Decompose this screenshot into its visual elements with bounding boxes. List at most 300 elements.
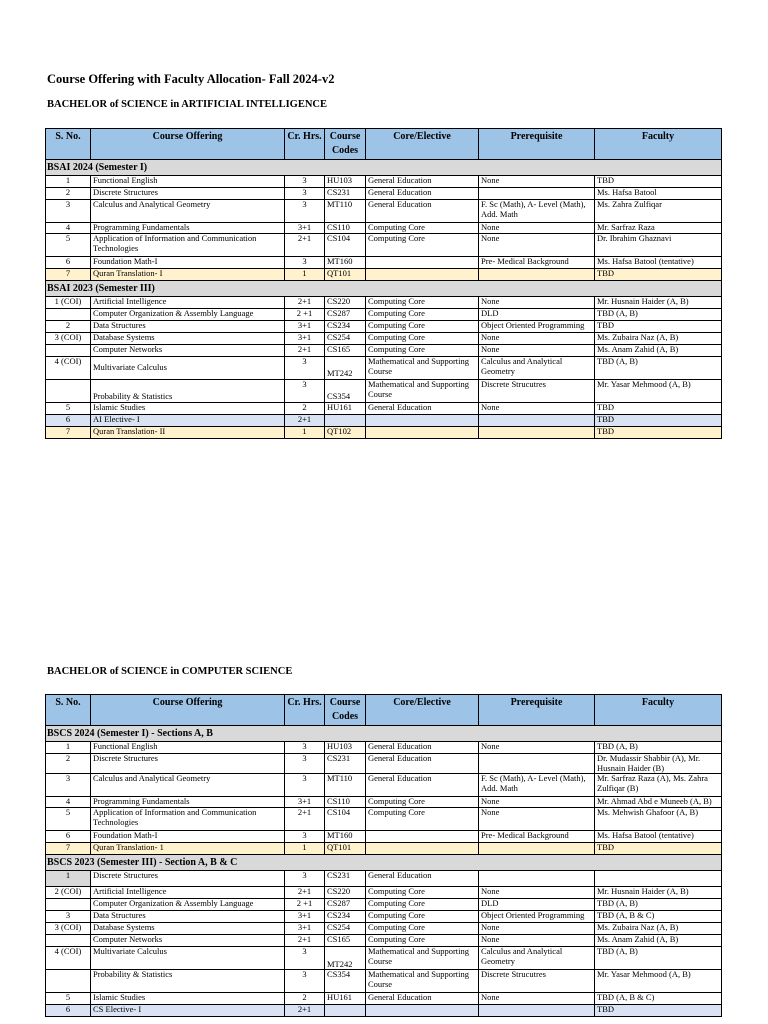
prerequisite-cell: None (479, 176, 595, 188)
faculty-cell: TBD (595, 269, 722, 281)
prerequisite-cell: F. Sc (Math), A- Level (Math), Add. Math (479, 200, 595, 223)
table-row (46, 831, 722, 843)
serial-number-cell: 6 (46, 831, 91, 843)
serial-number-cell (46, 380, 91, 403)
prerequisite-cell: None (479, 993, 595, 1005)
table-header-row (46, 129, 722, 160)
course-offering-cell: Functional English (91, 176, 285, 188)
faculty-cell: Mr. Sarfraz Raza (595, 223, 722, 234)
faculty-cell: TBD (595, 176, 722, 188)
table-row (46, 774, 722, 797)
credit-hours-cell: 3 (285, 257, 325, 269)
prerequisite-cell (479, 415, 595, 427)
faculty-cell: Mr. Yasar Mehmood (A, B) (595, 970, 722, 993)
table-row (46, 911, 722, 923)
section-heading-row (46, 726, 722, 742)
prerequisite-cell: DLD (479, 309, 595, 321)
column-header: S. No. (46, 129, 91, 160)
faculty-cell: Dr. Mudassir Shabbir (A), Mr. Husnain Haider (B) (595, 754, 722, 774)
course-code-cell: CS110 (325, 797, 366, 808)
faculty-cell: TBD (A, B) (595, 742, 722, 754)
faculty-cell: TBD (595, 321, 722, 333)
prerequisite-cell: None (479, 935, 595, 947)
program-title-ai: BACHELOR of SCIENCE in ARTIFICIAL INTELLIGENCE (47, 99, 327, 110)
prerequisite-cell: None (479, 923, 595, 935)
course-offering-cell: Functional English (91, 742, 285, 754)
prerequisite-cell: None (479, 797, 595, 808)
page-title: Course Offering with Faculty Allocation- Fall 2024-v2 (47, 72, 335, 86)
prerequisite-cell: None (479, 234, 595, 257)
credit-hours-cell: 2+1 (285, 297, 325, 309)
serial-number-cell: 2 (46, 754, 91, 774)
course-code-cell: CS165 (325, 345, 366, 357)
credit-hours-cell: 1 (285, 427, 325, 439)
course-offering-cell: Islamic Studies (91, 993, 285, 1005)
core-elective-cell: General Education (366, 742, 479, 754)
column-header: S. No. (46, 695, 91, 726)
course-code-cell: CS165 (325, 935, 366, 947)
prerequisite-cell: None (479, 345, 595, 357)
course-offering-cell: Programming Fundamentals (91, 797, 285, 808)
course-offering-cell: AI Elective- I (91, 415, 285, 427)
core-elective-cell (366, 427, 479, 439)
course-code-cell: HU103 (325, 176, 366, 188)
course-offering-cell: Foundation Math-I (91, 257, 285, 269)
faculty-cell: TBD (A, B) (595, 899, 722, 911)
course-offering-cell: Computer Networks (91, 345, 285, 357)
table-row (46, 223, 722, 234)
serial-number-cell: 7 (46, 843, 91, 855)
credit-hours-cell: 3 (285, 176, 325, 188)
faculty-cell: Mr. Husnain Haider (A, B) (595, 887, 722, 899)
core-elective-cell: Computing Core (366, 333, 479, 345)
credit-hours-cell: 2+1 (285, 935, 325, 947)
course-code-cell: CS104 (325, 234, 366, 257)
section-heading: BSAI 2023 (Semester III) (46, 281, 722, 297)
course-offering-cell: Multivariate Calculus (91, 357, 285, 380)
column-header: Cr. Hrs. (285, 695, 325, 726)
serial-number-cell: 3 (COI) (46, 333, 91, 345)
table-row (46, 1005, 722, 1017)
faculty-cell: TBD (595, 427, 722, 439)
table-row (46, 257, 722, 269)
prerequisite-cell: DLD (479, 899, 595, 911)
credit-hours-cell: 2+1 (285, 887, 325, 899)
table-row (46, 333, 722, 345)
credit-hours-cell: 3 (285, 742, 325, 754)
course-code-cell: QT101 (325, 269, 366, 281)
serial-number-cell (46, 345, 91, 357)
course-code-cell: CS254 (325, 333, 366, 345)
course-offering-cell: Calculus and Analytical Geometry (91, 774, 285, 797)
table-row (46, 269, 722, 281)
column-header: Faculty (595, 129, 722, 160)
core-elective-cell (366, 257, 479, 269)
table-row (46, 808, 722, 831)
course-code-cell: HU161 (325, 403, 366, 415)
serial-number-cell: 4 (COI) (46, 357, 91, 380)
prerequisite-cell: Pre- Medical Background (479, 257, 595, 269)
table-row (46, 309, 722, 321)
course-offering-cell: CS Elective- I (91, 1005, 285, 1017)
core-elective-cell: Mathematical and Supporting Course (366, 947, 479, 970)
faculty-cell: TBD (595, 1005, 722, 1017)
column-header: Faculty (595, 695, 722, 726)
table-row (46, 200, 722, 223)
program-title-cs: BACHELOR of SCIENCE in COMPUTER SCIENCE (47, 666, 293, 677)
course-offering-cell: Computer Organization & Assembly Language (91, 899, 285, 911)
core-elective-cell: General Education (366, 188, 479, 200)
table-row (46, 935, 722, 947)
course-offering-cell: Quran Translation- II (91, 427, 285, 439)
course-offering-cell: Islamic Studies (91, 403, 285, 415)
course-offering-cell: Application of Information and Communication Technologies (91, 808, 285, 831)
section-heading: BSCS 2024 (Semester I) - Sections A, B (46, 726, 722, 742)
table-row (46, 887, 722, 899)
faculty-cell: Ms. Mehwish Ghafoor (A, B) (595, 808, 722, 831)
core-elective-cell: Mathematical and Supporting Course (366, 357, 479, 380)
course-code-cell: CS234 (325, 911, 366, 923)
table-row (46, 843, 722, 855)
course-code-cell: CS287 (325, 309, 366, 321)
serial-number-cell: 7 (46, 269, 91, 281)
serial-number-cell: 4 (46, 797, 91, 808)
faculty-cell: Ms. Hafsa Batool (595, 188, 722, 200)
course-code-cell: MT110 (325, 200, 366, 223)
core-elective-cell (366, 1005, 479, 1017)
credit-hours-cell: 3 (285, 774, 325, 797)
faculty-cell: Ms. Zubaira Naz (A, B) (595, 923, 722, 935)
serial-number-cell: 5 (46, 808, 91, 831)
prerequisite-cell: None (479, 742, 595, 754)
serial-number-cell: 5 (46, 993, 91, 1005)
course-code-cell: CS104 (325, 808, 366, 831)
credit-hours-cell: 2 +1 (285, 899, 325, 911)
table-row (46, 357, 722, 380)
course-offering-cell: Data Structures (91, 321, 285, 333)
section-heading-row (46, 160, 722, 176)
core-elective-cell: General Education (366, 774, 479, 797)
faculty-cell: Ms. Zubaira Naz (A, B) (595, 333, 722, 345)
faculty-cell (595, 871, 722, 887)
faculty-cell: Ms. Anam Zahid (A, B) (595, 935, 722, 947)
core-elective-cell: Computing Core (366, 297, 479, 309)
serial-number-cell: 3 (46, 911, 91, 923)
course-code-cell: CS234 (325, 321, 366, 333)
core-elective-cell: Computing Core (366, 911, 479, 923)
core-elective-cell: General Education (366, 200, 479, 223)
table-row (46, 970, 722, 993)
column-header: Cr. Hrs. (285, 129, 325, 160)
course-offering-cell: Discrete Structures (91, 871, 285, 887)
table-row (46, 380, 722, 403)
column-header: Course Offering (91, 695, 285, 726)
prerequisite-cell: None (479, 297, 595, 309)
course-offering-cell: Programming Fundamentals (91, 223, 285, 234)
faculty-cell: TBD (A, B) (595, 309, 722, 321)
prerequisite-cell: None (479, 333, 595, 345)
course-offering-cell: Probability & Statistics (91, 380, 285, 403)
table-row (46, 415, 722, 427)
course-offering-cell: Discrete Structures (91, 754, 285, 774)
credit-hours-cell: 2+1 (285, 415, 325, 427)
core-elective-cell: Computing Core (366, 345, 479, 357)
column-header: Prerequisite (479, 695, 595, 726)
serial-number-cell: 3 (46, 200, 91, 223)
prerequisite-cell: Calculus and Analytical Geometry (479, 357, 595, 380)
course-offering-cell: Database Systems (91, 333, 285, 345)
course-code-cell (325, 1005, 366, 1017)
course-code-cell: MT110 (325, 774, 366, 797)
credit-hours-cell: 2 +1 (285, 309, 325, 321)
core-elective-cell: General Education (366, 176, 479, 188)
course-code-cell: CS254 (325, 923, 366, 935)
prerequisite-cell: Discrete Strucutres (479, 970, 595, 993)
prerequisite-cell: Object Oriented Programming (479, 321, 595, 333)
table-row (46, 427, 722, 439)
prerequisite-cell (479, 427, 595, 439)
section-heading: BSAI 2024 (Semester I) (46, 160, 722, 176)
column-header: Core/Elective (366, 129, 479, 160)
faculty-cell: Mr. Sarfraz Raza (A), Ms. Zahra Zulfiqar (B) (595, 774, 722, 797)
prerequisite-cell (479, 871, 595, 887)
serial-number-cell: 5 (46, 403, 91, 415)
serial-number-cell: 5 (46, 234, 91, 257)
core-elective-cell: Computing Core (366, 887, 479, 899)
credit-hours-cell: 3 (285, 754, 325, 774)
faculty-cell: Dr. Ibrahim Ghaznavi (595, 234, 722, 257)
course-code-cell: CS231 (325, 754, 366, 774)
credit-hours-cell: 3 (285, 970, 325, 993)
credit-hours-cell: 3+1 (285, 923, 325, 935)
course-code-cell: MT242 (325, 947, 366, 970)
credit-hours-cell: 3+1 (285, 911, 325, 923)
serial-number-cell: 6 (46, 257, 91, 269)
prerequisite-cell: Object Oriented Programming (479, 911, 595, 923)
course-code-cell: CS231 (325, 188, 366, 200)
prerequisite-cell: F. Sc (Math), A- Level (Math), Add. Math (479, 774, 595, 797)
credit-hours-cell: 3 (285, 380, 325, 403)
course-code-cell: MT242 (325, 357, 366, 380)
prerequisite-cell: None (479, 887, 595, 899)
serial-number-cell: 4 (46, 223, 91, 234)
table-row (46, 871, 722, 887)
serial-number-cell: 6 (46, 415, 91, 427)
core-elective-cell: General Education (366, 993, 479, 1005)
serial-number-cell (46, 309, 91, 321)
course-offering-cell: Multivariate Calculus (91, 947, 285, 970)
faculty-cell: TBD (A, B) (595, 357, 722, 380)
course-code-cell: HU103 (325, 742, 366, 754)
course-code-cell: CS354 (325, 380, 366, 403)
faculty-cell: TBD (595, 843, 722, 855)
credit-hours-cell: 3+1 (285, 797, 325, 808)
table-row (46, 176, 722, 188)
column-header: Prerequisite (479, 129, 595, 160)
serial-number-cell: 3 (COI) (46, 923, 91, 935)
course-code-cell: CS110 (325, 223, 366, 234)
table-row (46, 321, 722, 333)
core-elective-cell: Computing Core (366, 923, 479, 935)
credit-hours-cell: 3+1 (285, 321, 325, 333)
core-elective-cell: Computing Core (366, 808, 479, 831)
core-elective-cell: Mathematical and Supporting Course (366, 380, 479, 403)
serial-number-cell (46, 970, 91, 993)
course-offering-cell: Quran Translation- I (91, 269, 285, 281)
course-offering-cell: Calculus and Analytical Geometry (91, 200, 285, 223)
faculty-cell: Mr. Husnain Haider (A, B) (595, 297, 722, 309)
serial-number-cell: 1 (46, 742, 91, 754)
core-elective-cell: General Education (366, 754, 479, 774)
serial-number-cell: 7 (46, 427, 91, 439)
course-code-cell: CS354 (325, 970, 366, 993)
core-elective-cell (366, 415, 479, 427)
course-code-cell: HU161 (325, 993, 366, 1005)
table-row (46, 188, 722, 200)
course-code-cell: QT102 (325, 427, 366, 439)
credit-hours-cell: 3+1 (285, 223, 325, 234)
credit-hours-cell: 3+1 (285, 333, 325, 345)
credit-hours-cell: 3 (285, 200, 325, 223)
credit-hours-cell: 3 (285, 871, 325, 887)
core-elective-cell: Computing Core (366, 935, 479, 947)
table-row (46, 234, 722, 257)
faculty-cell: TBD (A, B & C) (595, 993, 722, 1005)
prerequisite-cell: Pre- Medical Background (479, 831, 595, 843)
course-offering-cell: Discrete Structures (91, 188, 285, 200)
ai-course-table (45, 128, 722, 439)
core-elective-cell (366, 269, 479, 281)
course-offering-cell: Probability & Statistics (91, 970, 285, 993)
prerequisite-cell: None (479, 223, 595, 234)
credit-hours-cell: 2 (285, 993, 325, 1005)
course-code-cell (325, 415, 366, 427)
table-row (46, 993, 722, 1005)
course-code-cell: CS287 (325, 899, 366, 911)
serial-number-cell: 1 (46, 871, 91, 887)
serial-number-cell: 2 (COI) (46, 887, 91, 899)
faculty-cell: TBD (595, 415, 722, 427)
serial-number-cell: 2 (46, 321, 91, 333)
core-elective-cell: General Education (366, 403, 479, 415)
credit-hours-cell: 2+1 (285, 234, 325, 257)
course-code-cell: CS231 (325, 871, 366, 887)
column-header: Core/Elective (366, 695, 479, 726)
course-offering-cell: Data Structures (91, 911, 285, 923)
prerequisite-cell: None (479, 403, 595, 415)
core-elective-cell: Computing Core (366, 797, 479, 808)
serial-number-cell: 4 (COI) (46, 947, 91, 970)
core-elective-cell: General Education (366, 871, 479, 887)
serial-number-cell: 1 (COI) (46, 297, 91, 309)
faculty-cell: Mr. Ahmad Abd e Muneeb (A, B) (595, 797, 722, 808)
faculty-cell: Ms. Hafsa Batool (tentative) (595, 257, 722, 269)
section-heading-row (46, 281, 722, 297)
serial-number-cell (46, 935, 91, 947)
course-code-cell: MT160 (325, 257, 366, 269)
core-elective-cell (366, 843, 479, 855)
prerequisite-cell (479, 1005, 595, 1017)
table-row (46, 297, 722, 309)
core-elective-cell: Computing Core (366, 309, 479, 321)
credit-hours-cell: 2+1 (285, 1005, 325, 1017)
column-header: Course Codes (325, 129, 366, 160)
course-offering-cell: Application of Information and Communication Technologies (91, 234, 285, 257)
credit-hours-cell: 1 (285, 269, 325, 281)
course-offering-cell: Database Systems (91, 923, 285, 935)
course-offering-cell: Artificial Intelligence (91, 887, 285, 899)
serial-number-cell: 3 (46, 774, 91, 797)
core-elective-cell: Computing Core (366, 899, 479, 911)
course-offering-cell: Foundation Math-I (91, 831, 285, 843)
course-offering-cell: Computer Networks (91, 935, 285, 947)
credit-hours-cell: 3 (285, 188, 325, 200)
core-elective-cell: Computing Core (366, 234, 479, 257)
table-row (46, 797, 722, 808)
section-heading: BSCS 2023 (Semester III) - Section A, B & C (46, 855, 722, 871)
faculty-cell: Ms. Zahra Zulfiqar (595, 200, 722, 223)
credit-hours-cell: 2 (285, 403, 325, 415)
core-elective-cell: Computing Core (366, 321, 479, 333)
course-code-cell: CS220 (325, 297, 366, 309)
serial-number-cell: 6 (46, 1005, 91, 1017)
serial-number-cell (46, 899, 91, 911)
table-row (46, 742, 722, 754)
prerequisite-cell (479, 754, 595, 774)
section-heading-row (46, 855, 722, 871)
table-row (46, 923, 722, 935)
prerequisite-cell (479, 188, 595, 200)
prerequisite-cell: None (479, 808, 595, 831)
serial-number-cell: 1 (46, 176, 91, 188)
prerequisite-cell: Calculus and Analytical Geometry (479, 947, 595, 970)
course-code-cell: MT160 (325, 831, 366, 843)
serial-number-cell: 2 (46, 188, 91, 200)
table-row (46, 754, 722, 774)
prerequisite-cell (479, 269, 595, 281)
faculty-cell: TBD (A, B & C) (595, 911, 722, 923)
table-row (46, 403, 722, 415)
course-offering-cell: Artificial Intelligence (91, 297, 285, 309)
credit-hours-cell: 1 (285, 843, 325, 855)
credit-hours-cell: 3 (285, 947, 325, 970)
table-row (46, 345, 722, 357)
core-elective-cell (366, 831, 479, 843)
faculty-cell: Ms. Hafsa Batool (tentative) (595, 831, 722, 843)
column-header: Course Codes (325, 695, 366, 726)
core-elective-cell: Computing Core (366, 223, 479, 234)
prerequisite-cell (479, 843, 595, 855)
column-header: Course Offering (91, 129, 285, 160)
table-header-row (46, 695, 722, 726)
credit-hours-cell: 2+1 (285, 808, 325, 831)
credit-hours-cell: 2+1 (285, 345, 325, 357)
course-offering-cell: Computer Organization & Assembly Language (91, 309, 285, 321)
core-elective-cell: Mathematical and Supporting Course (366, 970, 479, 993)
faculty-cell: Ms. Anam Zahid (A, B) (595, 345, 722, 357)
prerequisite-cell: Discrete Strucutres (479, 380, 595, 403)
course-code-cell: QT101 (325, 843, 366, 855)
course-offering-cell: Quran Translation- 1 (91, 843, 285, 855)
cs-course-table (45, 694, 722, 1017)
course-code-cell: CS220 (325, 887, 366, 899)
credit-hours-cell: 3 (285, 831, 325, 843)
table-row (46, 947, 722, 970)
faculty-cell: TBD (595, 403, 722, 415)
faculty-cell: TBD (A, B) (595, 947, 722, 970)
faculty-cell: Mr. Yasar Mehmood (A, B) (595, 380, 722, 403)
table-row (46, 899, 722, 911)
